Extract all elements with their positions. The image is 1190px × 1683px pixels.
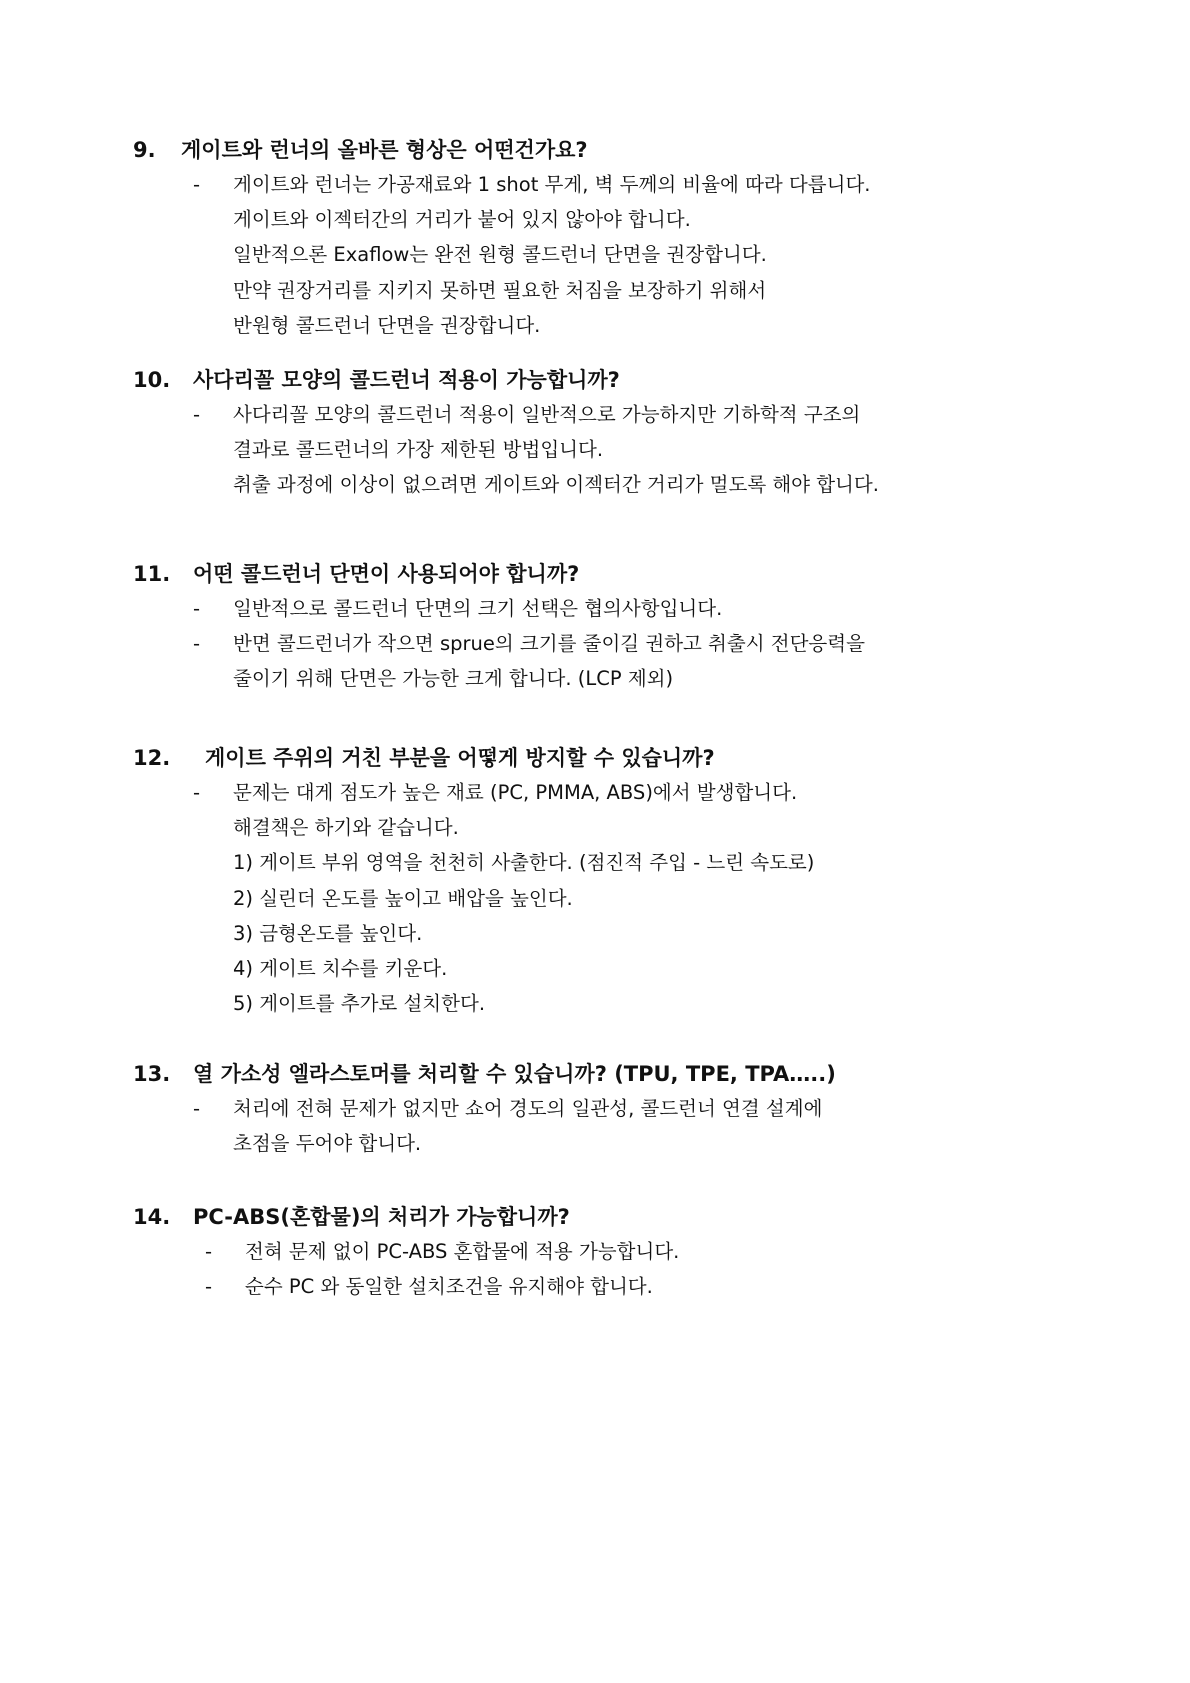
question-number: 12.: [133, 746, 171, 770]
answer-text: 순수 PC 와 동일한 설치조건을 유지해야 합니다.: [245, 1275, 653, 1299]
answer-line: [133, 1091, 1133, 1126]
answer-line: [133, 167, 1133, 202]
answer-text: 3) 금형온도를 높인다.: [233, 921, 423, 945]
question-heading: [133, 1200, 1133, 1234]
answer-list-item: [133, 845, 1133, 880]
question-heading: [133, 1057, 1133, 1091]
answer-list-item: [133, 986, 1133, 1021]
question-text: 게이트와 런너의 올바른 형상은 어떤건가요?: [181, 138, 588, 162]
question-number: 14.: [133, 1205, 171, 1229]
dash-bullet: -: [205, 1275, 213, 1299]
question-text: 사다리꼴 모양의 콜드런너 적용이 가능합니까?: [193, 368, 620, 392]
answer-text: 사다리꼴 모양의 콜드런너 적용이 일반적으로 가능하지만 기하학적 구조의: [233, 403, 861, 426]
answer-text: 게이트와 이젝터간의 거리가 붙어 있지 않아야 합니다.: [233, 208, 691, 232]
answer-text: 줄이기 위해 단면은 가능한 크게 합니다. (LCP 제외): [233, 667, 674, 691]
dash-bullet: -: [193, 597, 201, 620]
answer-line: [133, 661, 1133, 696]
answer-text: 취출 과정에 이상이 없으려면 게이트와 이젝터간 거리가 멀도록 해야 합니다.: [233, 473, 879, 497]
answer-line: [133, 810, 1133, 845]
answer-list-item: [133, 881, 1133, 916]
answer-text: 문제는 대게 점도가 높은 재료 (PC, PMMA, ABS)에서 발생합니다.: [233, 781, 798, 804]
answer-text: 초점을 두어야 합니다.: [233, 1132, 422, 1156]
qa-item-13: [133, 1057, 1133, 1161]
answer-text: 5) 게이트를 추가로 설치한다.: [233, 992, 486, 1016]
question-heading: [133, 741, 1133, 775]
answer-list-item: [133, 951, 1133, 986]
answer-text: 일반적으로 콜드런너 단면의 크기 선택은 협의사항입니다.: [233, 597, 723, 620]
dash-bullet: -: [193, 403, 201, 426]
answer-text: 일반적으론 Exaflow는 완전 원형 콜드런너 단면을 권장합니다.: [233, 243, 767, 267]
answer-line: [133, 1126, 1133, 1161]
dash-bullet: -: [193, 173, 201, 196]
answer-list-item: [133, 916, 1133, 951]
question-number: 11.: [133, 562, 171, 586]
qa-item-9: [133, 133, 1133, 343]
answer-text: 반원형 콜드런너 단면을 권장합니다.: [233, 313, 541, 337]
answer-text: 결과로 콜드런너의 가장 제한된 방법입니다.: [233, 438, 604, 462]
question-number: 9.: [133, 138, 156, 162]
answer-text: 전혀 문제 없이 PC-ABS 혼합물에 적용 가능합니다.: [245, 1240, 680, 1263]
question-text: 어떤 콜드런너 단면이 사용되어야 합니까?: [193, 562, 580, 586]
answer-line: [133, 202, 1133, 237]
dash-bullet: -: [193, 632, 201, 656]
qa-item-11: [133, 557, 1133, 697]
answer-text: 4) 게이트 치수를 키운다.: [233, 956, 448, 980]
answer-line: [133, 1269, 1133, 1304]
answer-line: [133, 237, 1133, 272]
question-text: 게이트 주위의 거친 부분을 어떻게 방지할 수 있습니까?: [205, 746, 715, 770]
question-heading: [133, 133, 1133, 167]
answer-line: [133, 432, 1133, 467]
question-heading: [133, 557, 1133, 591]
question-text: PC-ABS(혼합물)의 처리가 가능합니까?: [193, 1205, 570, 1229]
question-heading: [133, 363, 1133, 397]
answer-line: [133, 626, 1133, 661]
answer-text: 만약 권장거리를 지키지 못하면 필요한 처짐을 보장하기 위해서: [233, 278, 767, 302]
qa-item-12: [133, 741, 1133, 1021]
question-text: 열 가소성 엘라스토머를 처리할 수 있습니까? (TPU, TPE, TPA…..): [193, 1062, 836, 1086]
answer-text: 해결책은 하기와 같습니다.: [233, 816, 459, 840]
answer-line: [133, 308, 1133, 343]
answer-text: 반면 콜드런너가 작으면 sprue의 크기를 줄이길 권하고 취출시 전단응력을: [233, 632, 865, 656]
answer-line: [133, 775, 1133, 810]
answer-text: 게이트와 런너는 가공재료와 1 shot 무게, 벽 두께의 비율에 따라 다릅니다.: [233, 173, 871, 196]
dash-bullet: -: [193, 1097, 201, 1120]
answer-line: [133, 591, 1133, 626]
qa-item-14: [133, 1200, 1133, 1304]
question-number: 13.: [133, 1062, 171, 1086]
dash-bullet: -: [193, 781, 201, 804]
dash-bullet: -: [205, 1240, 213, 1263]
answer-line: [133, 1234, 1133, 1269]
answer-line: [133, 467, 1133, 502]
answer-text: 1) 게이트 부위 영역을 천천히 사출한다. (점진적 주입 - 느린 속도로): [233, 851, 815, 875]
answer-line: [133, 273, 1133, 308]
answer-text: 처리에 전혀 문제가 없지만 쇼어 경도의 일관성, 콜드런너 연결 설계에: [233, 1097, 823, 1120]
question-number: 10.: [133, 368, 171, 392]
answer-line: [133, 397, 1133, 432]
qa-item-10: [133, 363, 1133, 503]
answer-text: 2) 실린더 온도를 높이고 배압을 높인다.: [233, 886, 573, 910]
